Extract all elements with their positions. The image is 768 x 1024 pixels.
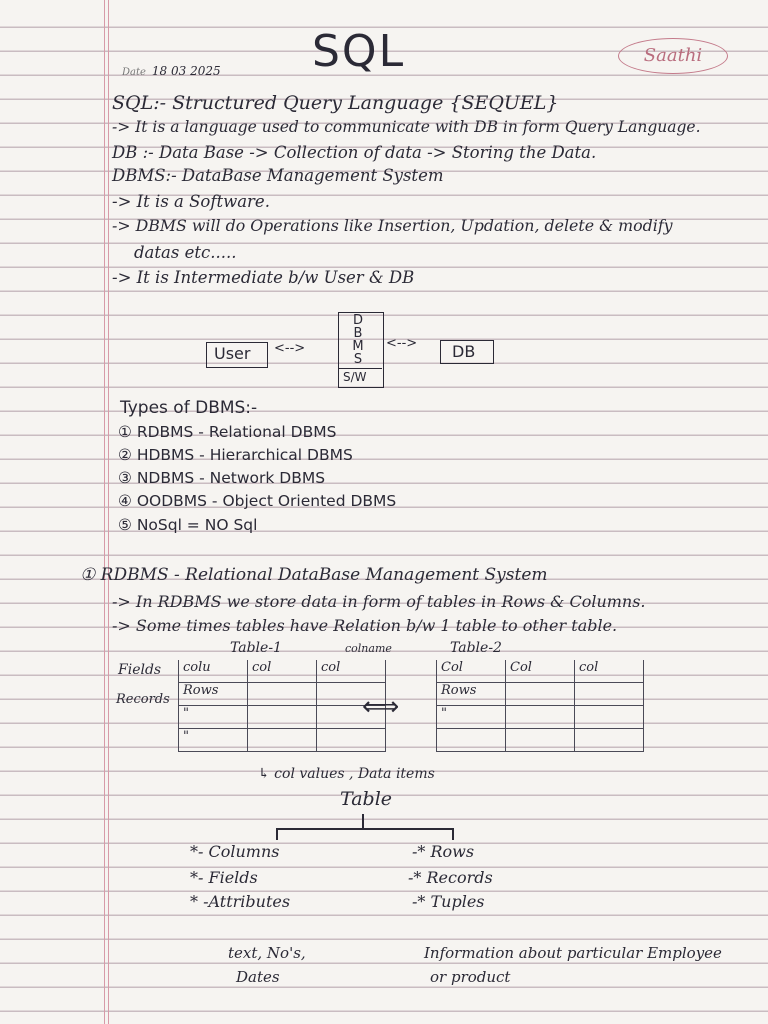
- records-label: Records: [116, 692, 170, 707]
- line-language: -> It is a language used to communicate with DB in form Query Language.: [112, 118, 701, 136]
- t2-cell: [437, 729, 506, 752]
- dbms-letter: S: [353, 352, 363, 367]
- margin-line: [108, 0, 109, 1024]
- tree-right-item: -* Records: [408, 868, 493, 887]
- left-note: text, No's,: [228, 944, 306, 962]
- type-item: ⑤ NoSql = NO Sql: [118, 516, 258, 534]
- t1-cell: [317, 729, 386, 752]
- tree-stem: [362, 814, 364, 828]
- fields-label: Fields: [118, 662, 162, 678]
- margin-line: [104, 0, 105, 1024]
- col-values-note: ↳ col values , Data items: [258, 766, 435, 782]
- date-label: Date: [122, 67, 146, 78]
- line-sql-definition: SQL:- Structured Query Language {SEQUEL}: [112, 92, 559, 114]
- type-item: ④ OODBMS - Object Oriented DBMS: [118, 492, 397, 510]
- arrow-dbms-db: <-->: [386, 336, 418, 351]
- tree-right-item: -* Rows: [412, 842, 475, 861]
- t1-cell: [248, 683, 317, 706]
- right-note: or product: [430, 968, 511, 986]
- sw-label: S/W: [343, 370, 367, 384]
- arrow-user-dbms: <-->: [274, 341, 306, 356]
- left-note: Dates: [236, 968, 280, 986]
- rdbms-point-2: -> Some times tables have Relation b/w 1 table to other table.: [112, 616, 618, 635]
- tree-left-item: * -Attributes: [190, 892, 291, 911]
- date: [122, 64, 221, 78]
- t2-cell: [506, 706, 575, 729]
- line-software: -> It is a Software.: [112, 192, 270, 211]
- user-label: User: [214, 344, 251, 363]
- tree-branch: [276, 828, 452, 830]
- dbms-letters: [348, 314, 368, 366]
- t2-cell: [575, 706, 644, 729]
- t2-cell: ": [437, 706, 506, 729]
- rdbms-heading: ① RDBMS - Relational DataBase Management System: [80, 565, 548, 585]
- t2-header: col: [575, 660, 644, 683]
- line-operations: -> DBMS will do Operations like Insertion, Updation, delete & modify: [112, 216, 673, 235]
- dbms-letter: B: [353, 326, 363, 341]
- tree-right-item: -* Tuples: [412, 892, 485, 911]
- t1-cell: [248, 729, 317, 752]
- table-2: [436, 660, 644, 752]
- relation-arrow: ⟺: [362, 692, 400, 722]
- tree-root: Table: [340, 788, 393, 810]
- t1-header: col: [317, 660, 386, 683]
- t2-header: Col: [437, 660, 506, 683]
- t2-cell: Rows: [437, 683, 506, 706]
- t2-cell: [506, 683, 575, 706]
- rdbms-point-1: -> In RDBMS we store data in form of tables in Rows & Columns.: [112, 592, 646, 611]
- tree-left-leg: [276, 828, 278, 840]
- t2-cell: [575, 729, 644, 752]
- t1-cell: ": [179, 729, 248, 752]
- line-dbms: DBMS:- DataBase Management System: [112, 166, 444, 185]
- table-1-label: Table-1: [230, 640, 282, 656]
- table-2-label: Table-2: [450, 640, 502, 656]
- type-item: ③ NDBMS - Network DBMS: [118, 469, 326, 487]
- brand-logo: Saathi: [618, 38, 728, 74]
- t1-cell: [248, 706, 317, 729]
- tree-left-item: *- Columns: [190, 842, 280, 861]
- date-value: 18 03 2025: [151, 64, 221, 78]
- t2-cell: [506, 729, 575, 752]
- tree-left-item: *- Fields: [190, 868, 258, 887]
- t2-header: Col: [506, 660, 575, 683]
- colname-note: colname: [345, 642, 392, 655]
- t1-header: colu: [179, 660, 248, 683]
- tree-right-leg: [452, 828, 454, 840]
- line-datas: datas etc.....: [134, 243, 237, 262]
- right-note: Information about particular Employee: [424, 944, 722, 962]
- dbms-letter: D: [352, 313, 363, 328]
- page-title: SQL: [312, 26, 406, 77]
- divider: [338, 368, 382, 369]
- type-item: ① RDBMS - Relational DBMS: [118, 423, 337, 441]
- t2-cell: [575, 683, 644, 706]
- db-label: DB: [452, 342, 476, 361]
- dbms-letter: M: [352, 339, 364, 354]
- type-item: ② HDBMS - Hierarchical DBMS: [118, 446, 353, 464]
- table-1: [178, 660, 386, 752]
- line-db: DB :- Data Base -> Collection of data -> Storing the Data.: [112, 143, 597, 162]
- t1-header: col: [248, 660, 317, 683]
- types-heading: Types of DBMS:-: [120, 398, 258, 418]
- t1-cell: ": [179, 706, 248, 729]
- t1-cell: Rows: [179, 683, 248, 706]
- line-intermediate: -> It is Intermediate b/w User & DB: [112, 268, 415, 287]
